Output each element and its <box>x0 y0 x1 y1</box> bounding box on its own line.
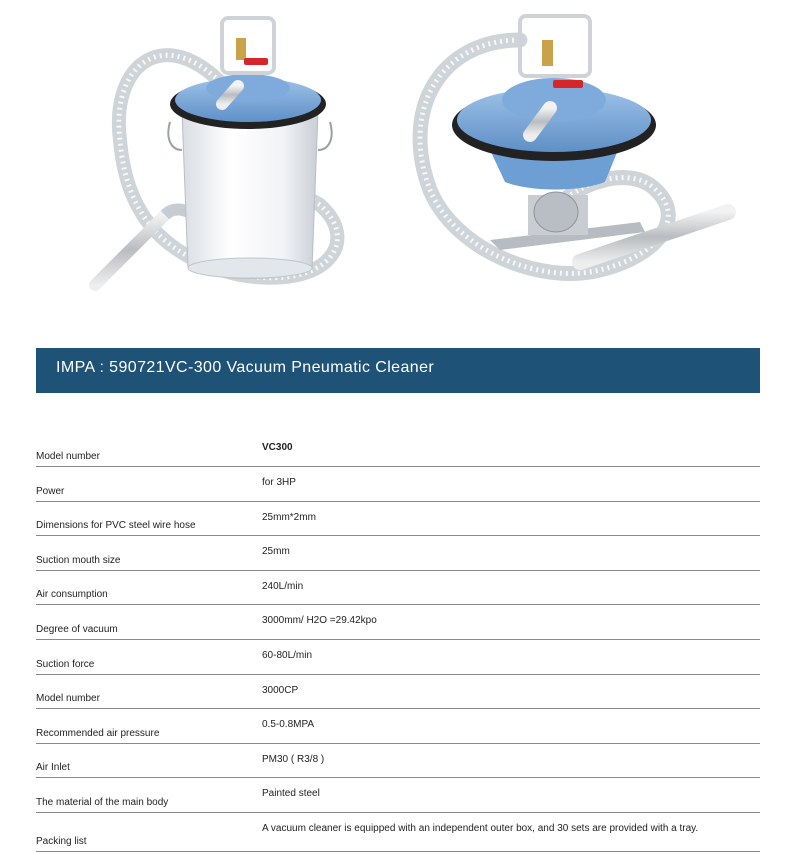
spec-value: 3000CP <box>262 684 299 696</box>
product-photos <box>0 0 800 330</box>
spec-row <box>36 432 760 467</box>
spec-label: Model number <box>36 693 100 705</box>
spec-label: Dimensions for PVC steel wire hose <box>36 520 196 532</box>
spec-label: Packing list <box>36 835 87 847</box>
spec-row <box>36 709 760 744</box>
spec-value: Painted steel <box>262 788 320 800</box>
spec-row <box>36 744 760 779</box>
spec-row <box>36 571 760 606</box>
spec-row <box>36 813 760 852</box>
spec-row <box>36 605 760 640</box>
vacuum-cleaner-with-tray <box>420 16 728 273</box>
title-bar <box>36 348 760 393</box>
spec-label: The material of the main body <box>36 796 169 808</box>
spec-label: Power <box>36 485 65 497</box>
spec-label: Degree of vacuum <box>36 623 118 635</box>
spec-row <box>36 778 760 813</box>
spec-label: Air Inlet <box>36 762 70 774</box>
page-title: IMPA : 590721VC-300 Vacuum Pneumatic Cleaner <box>56 359 435 376</box>
spec-value: 60-80L/min <box>262 649 313 661</box>
spec-label: Air consumption <box>36 589 108 601</box>
vacuum-cleaner-with-bucket <box>95 18 337 285</box>
spec-label: Model number <box>36 451 100 462</box>
spec-value: 25mm*2mm <box>262 511 316 523</box>
spec-table <box>36 432 760 852</box>
spec-row <box>36 502 760 537</box>
spec-row <box>36 467 760 502</box>
spec-label: Suction mouth size <box>36 554 121 566</box>
spec-label: Recommended air pressure <box>36 727 160 739</box>
spec-value: 240L/min <box>262 580 304 592</box>
spec-row <box>36 675 760 710</box>
spec-value: 0.5-0.8MPA <box>262 719 315 731</box>
spec-value: PM30 ( R3/8 ) <box>262 753 325 765</box>
spec-value: for 3HP <box>262 477 296 488</box>
spec-row <box>36 640 760 675</box>
spec-value: 3000mm/ H2O =29.42kpo <box>262 615 377 627</box>
spec-value: VC300 <box>262 442 293 453</box>
spec-value: 25mm <box>262 546 290 558</box>
spec-value: A vacuum cleaner is equipped with an independent outer box, and 30 sets are provided with a tray. <box>262 822 699 834</box>
spec-label: Suction force <box>36 658 95 670</box>
spec-row <box>36 536 760 571</box>
